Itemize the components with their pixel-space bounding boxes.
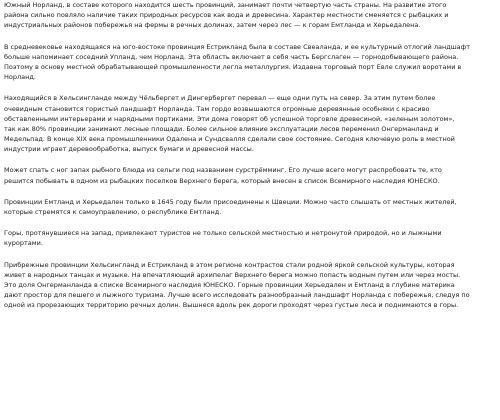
paragraph-spacer [4,82,494,93]
paragraph-spacer [4,154,494,165]
paragraph-spacer [4,217,494,228]
paragraph-mountains [4,228,494,248]
text-line: Поэтому в основу местной обрабатывающей промышленности легла металлургия. Издавна торговый порт Евле служил воротами в [4,62,462,71]
text-line: Находящийся в Хельсингланде между Чёльбергет и Дингербергет перевал — еще одни путь на север. За этим путем более [4,94,436,103]
text-line: Норланд. [4,73,36,82]
text-line: больше напоминает соседний Упланд, чем Норланд. Эта область включает в себя часть Бергслаген — горнодобывающего района. [4,52,459,61]
text-line: Медельпад. В конце XIX века промышленники Одалена и Сундсвалля сделали свое состояние. Сегодня ключевую роль в местной [4,135,455,144]
paragraph-coastal-provinces [4,260,494,311]
text-line: Южный Норланд, в составе которого находится шесть провинций, занимает почти четвертую часть страны. На развитие этого [4,1,447,9]
text-line: очевидным становится гористый ландшафт Норланда. Там гордо возвышаются огромные деревянные особняки с красиво [4,104,430,113]
text-line: дают простор для пешего и лыжного туризма. Лучше всего исследовать разнообразный ландшафт Норланда с побережья, следуя по [4,291,470,300]
text-line: так как 80% провинции занимают лесные площади. Более сильное влияние эксплуатации лесов переменил Онгерманланд и [4,124,439,133]
text-line: обставленными интерьерами и нарядными портиками. Эти дома говорят об успешной торговле древесиной, «зеленым золотом», [4,114,455,123]
paragraph-surstromming [4,165,494,185]
paragraph-spacer [4,249,494,260]
text-line: Горы, протянувшиеся на запад, привлекают туристов не только сельской местностью и нетронутой природой, но и лыжными [4,229,442,238]
text-line: которые стремятся к самоуправлению, о республике Емтланд. [4,208,222,216]
text-line: Может спать с ног запах рыбного блюда из сельги под названием сурстрёмминг. Его лучше всего могут распробовать те, кто [4,166,442,175]
text-line: В средневековье находящаяся на юго-востоке провинция Естрикланд была в составе Свеаланда, и ее культурный отлогий ландшафт [4,42,470,51]
paragraph-halsingland [4,93,494,154]
paragraph-jamtland [4,197,494,217]
text-line: Провинции Емтланд и Херьедален только в 1645 году были присоединены к Швеции. Можно часто слышать от местных жителей, [4,197,457,206]
text-line: Это доля Онгерманланда в списке Всемирного наследия ЮНЕСКО. Горные провинции Херьедален и Емтланд в глубине материка [4,280,455,289]
text-line: индустриальных районов побережья на фермы в речных долинах, затем через лес — к горам Емтланда и Херьедалена. [4,21,421,30]
text-line: курортами. [4,239,43,248]
paragraph-spacer [4,31,494,42]
paragraph-spacer [4,186,494,197]
text-line: одной из прорезающих территорию речных долин. Вышнеся вдоль рек дороги проходят через густые леса и поднимаются в горы. [4,301,459,310]
paragraph-southern-norrland [4,0,494,31]
text-line: живет в народных танцах и музыке. На впечатляющий архипелаг Верхнего берега можно попасть водным путем или через мосты. [4,270,461,279]
paragraph-gastrikland [4,42,494,83]
text-line: решится побывать в одном из рыбацких поселков Верхнего берега, который внесен в список Всемирного наследия ЮНЕСКО. [4,176,440,185]
text-line: района сильно повляло наличие таких природных ресурсов как вода и древесина. Характер местности сменяется с рыбацких и [4,11,449,20]
text-line: индустрии играет деревообработка, выпуск бумаги и древесной массы. [4,145,254,154]
text-line: Прибрежные провинции Хельсингланд и Естрикланд в этом регионе контрастов стали родной яркой сельской культуры, которая [4,260,455,269]
